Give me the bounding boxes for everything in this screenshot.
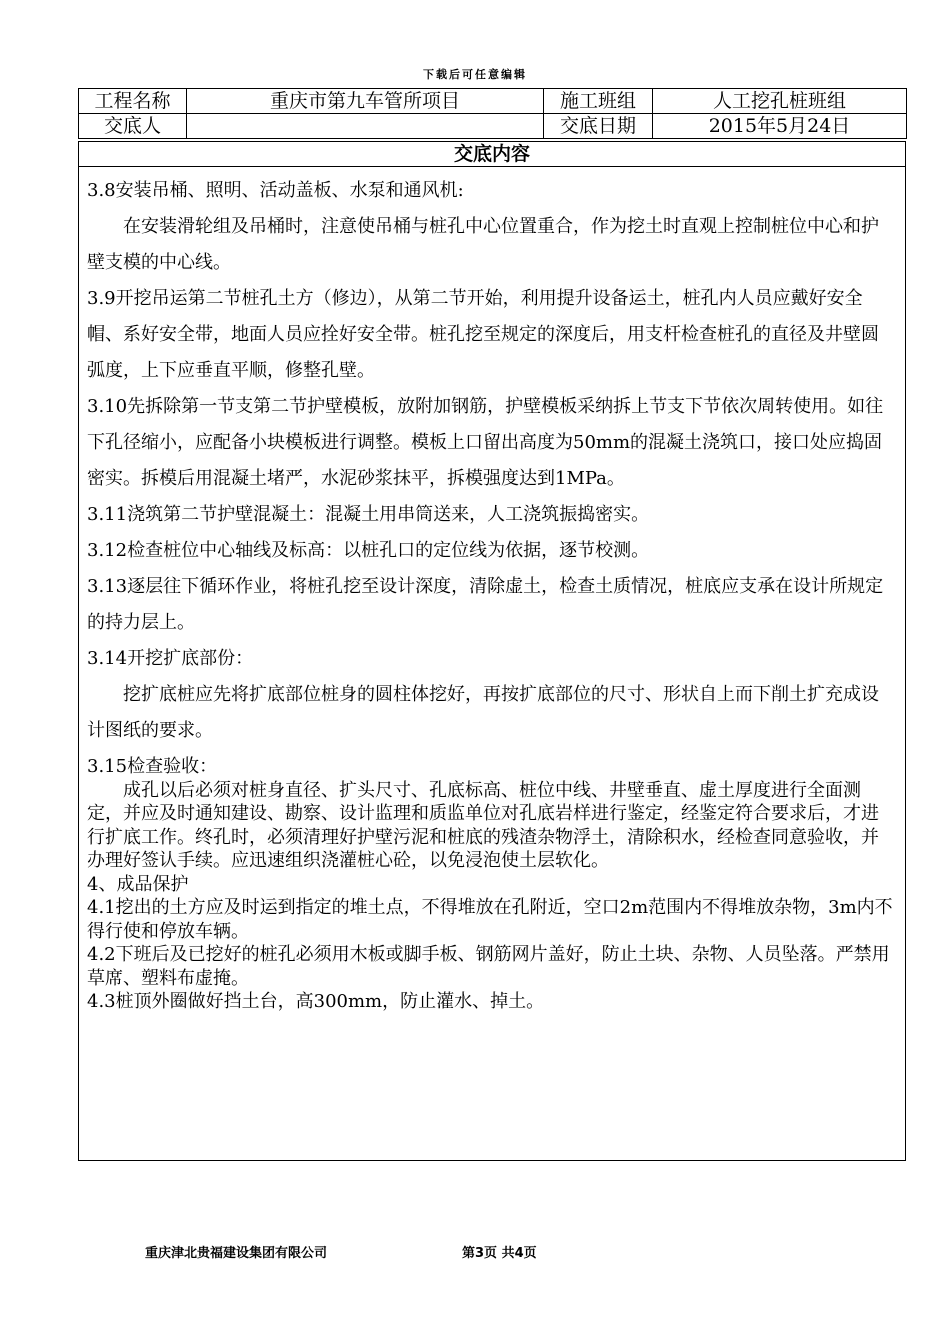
content-paragraph: 4.2下班后及已挖好的桩孔必须用木板或脚手板、钢筋网片盖好，防止土块、杂物、人员坠落。严禁用草席、塑料布虚掩。 xyxy=(87,944,890,989)
presenter-value xyxy=(187,114,544,139)
meta-table xyxy=(78,88,907,139)
content-section-compact xyxy=(87,755,895,1014)
team-label: 施工班组 xyxy=(544,89,653,114)
content-paragraph: 3.8安装吊桶、照明、活动盖板、水泵和通风机: xyxy=(87,180,464,201)
table-row xyxy=(79,114,907,139)
content-paragraph: 3.10先拆除第一节支第二节护壁模板，放附加钢筋，护壁模板采纳拆上节支下节依次周转使用。如往下孔径缩小，应配备小块模板进行调整。模板上口留出高度为50mm的混凝土浇筑口，接口处应捣固密实。拆模后用混凝土堵严，水泥砂浆抹平，拆模强度达到1MPa。 xyxy=(87,396,884,489)
content-paragraph: 4、成品保护 xyxy=(87,873,189,895)
content-paragraph: 挖扩底桩应先将扩底部位桩身的圆柱体挖好，再按扩底部位的尺寸、形状自上而下削土扩充成设计图纸的要求。 xyxy=(87,684,879,741)
date-value: 2015年5月24日 xyxy=(653,114,907,139)
project-value: 重庆市第九车管所项目 xyxy=(187,89,544,114)
content-paragraph: 3.9开挖吊运第二节桩孔土方（修边），从第二节开始，利用提升设备运土，桩孔内人员应戴好安全帽、系好安全带，地面人员应拴好安全带。桩孔挖至规定的深度后，用支杆检查桩孔的直径及井壁圆弧度，上下应垂直平顺，修整孔壁。 xyxy=(87,288,879,381)
table-row xyxy=(79,89,907,114)
footer-company: 重庆津北贵福建设集团有限公司 xyxy=(145,1246,328,1261)
content-box xyxy=(78,141,906,1161)
content-paragraph: 3.13逐层往下循环作业，将桩孔挖至设计深度，清除虚土，检查土质情况，桩底应支承在设计所规定的持力层上。 xyxy=(87,576,884,633)
header-note: 下载后可任意编辑 xyxy=(423,68,527,81)
team-value: 人工挖孔桩班组 xyxy=(653,89,907,114)
date-label: 交底日期 xyxy=(544,114,653,139)
footer-page: 第3页 共4页 xyxy=(462,1246,537,1261)
content-paragraph: 3.14开挖扩底部份： xyxy=(87,648,254,669)
presenter-label: 交底人 xyxy=(79,114,187,139)
content-paragraph: 3.12检查桩位中心轴线及标高：以桩孔口的定位线为依据，逐节校测。 xyxy=(87,540,650,561)
content-section-main xyxy=(87,173,895,749)
content-paragraph: 3.11浇筑第二节护壁混凝土：混凝土用串筒送来，人工浇筑振捣密实。 xyxy=(87,504,650,525)
content-paragraph: 4.1挖出的土方应及时运到指定的堆土点，不得堆放在孔附近，空口2m范围内不得堆放杂物，3m内不得行使和停放车辆。 xyxy=(87,897,893,942)
content-paragraph: 4.3桩顶外圈做好挡土台，高300mm，防止灌水、掉土。 xyxy=(87,991,545,1012)
content-title: 交底内容 xyxy=(79,142,905,167)
content-body xyxy=(79,167,905,1014)
content-paragraph: 在安装滑轮组及吊桶时，注意使吊桶与桩孔中心位置重合，作为挖土时直观上控制桩位中心和护壁支模的中心线。 xyxy=(87,216,879,273)
content-paragraph: 成孔以后必须对桩身直径、扩头尺寸、孔底标高、桩位中线、井壁垂直、虚土厚度进行全面测定，并应及时通知建设、勘察、设计监理和质监单位对孔底岩样进行鉴定，经鉴定符合要求后，才进行扩底工作。终孔时，必须清理好护壁污泥和桩底的残渣杂物浮土，清除积水，经检查同意验收，并办理好签认手续。应迅速组织浇灌桩心砼，以免浸泡使土层软化。 xyxy=(87,779,879,871)
project-label: 工程名称 xyxy=(79,89,187,114)
content-paragraph: 3.15检查验收： xyxy=(87,756,218,777)
